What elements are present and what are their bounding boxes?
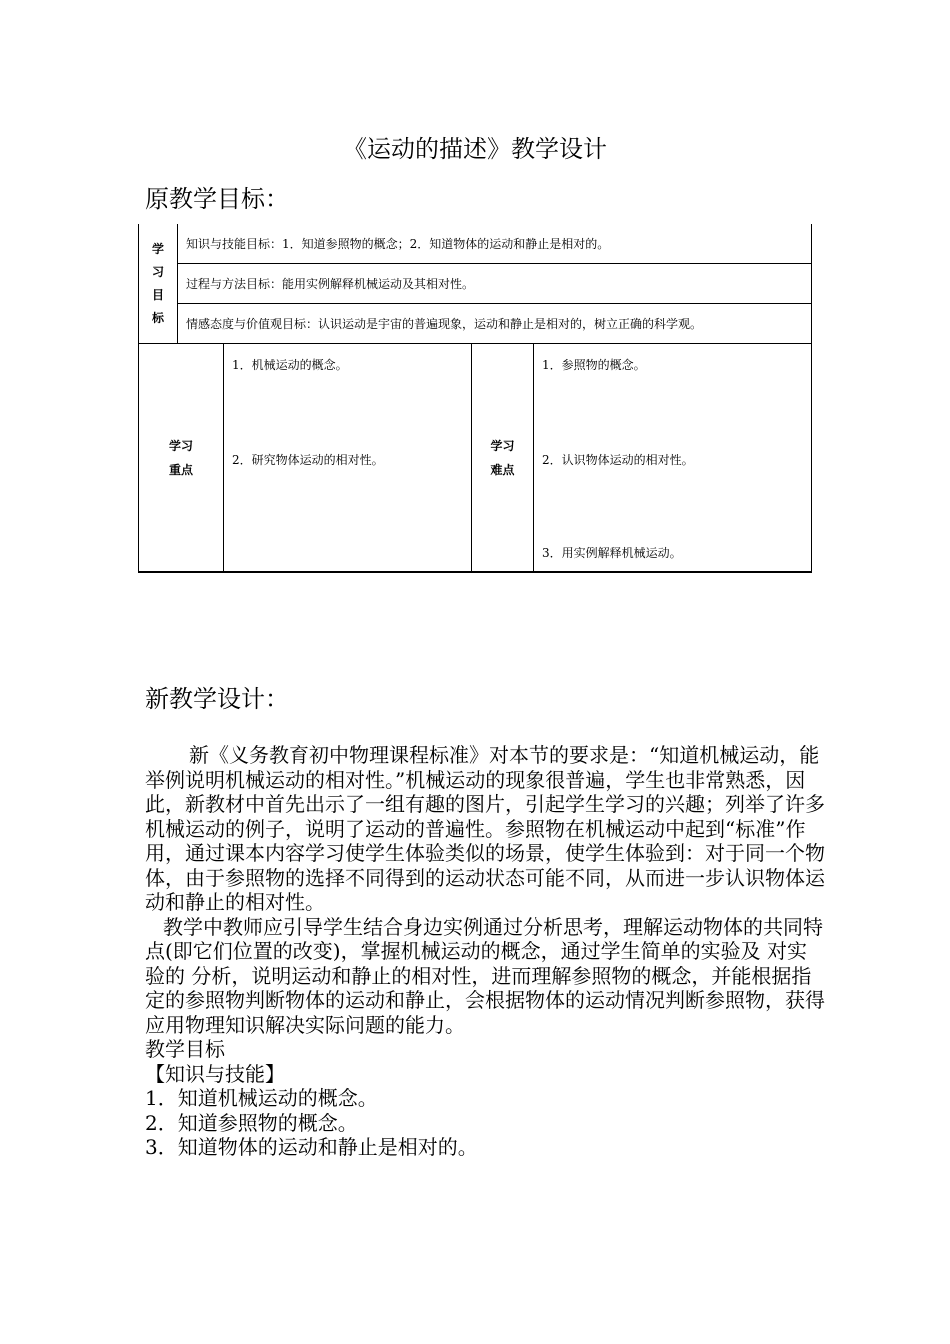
key-points-cell bbox=[224, 344, 472, 573]
label-char: 习 bbox=[151, 264, 164, 279]
new-design-heading: 新教学设计： bbox=[145, 685, 289, 713]
label-char: 目 bbox=[151, 287, 164, 302]
list-item: 3．知道物体的运动和静止是相对的。 bbox=[145, 1135, 478, 1159]
attitude-goal-text: 情感态度与价值观目标：认识运动是宇宙的普遍现象，运动和静止是相对的，树立正确的科学观。 bbox=[186, 316, 703, 331]
process-goal-cell bbox=[178, 264, 812, 304]
difficulty-points-cell bbox=[534, 344, 812, 573]
paragraph-teaching: 教学中教师应引导学生结合身边实例通过分析思考，理解运动物体的共同特点(即它们位置的改变)，掌握机械运动的概念，通过学生简单的实验及 对实验的 分析，说明运动和静止的相对性，进而理解参照物的概念，并能根据指定的参照物判断物体的运动和静止，会根据物体的运动情况判断参照物，获得应用物理知识解决实际问题的能力。 bbox=[145, 914, 825, 1037]
label-char: 学 bbox=[151, 241, 164, 256]
design-body bbox=[145, 743, 825, 1160]
difficulty-label-line: 难点 bbox=[490, 462, 515, 477]
study-goals-label bbox=[139, 224, 178, 344]
key-points-label bbox=[139, 344, 224, 573]
key-label-line: 学习 bbox=[168, 438, 193, 453]
difficulty-point-item: 2．认识物体运动的相对性。 bbox=[542, 453, 694, 467]
subsection-heading: 【知识与技能】 bbox=[145, 1061, 285, 1086]
original-objectives-heading: 原教学目标： bbox=[145, 185, 289, 213]
label-char: 标 bbox=[151, 310, 164, 325]
difficulty-point-item: 3．用实例解释机械运动。 bbox=[542, 546, 682, 560]
objectives-table bbox=[138, 224, 812, 573]
difficulty-label bbox=[472, 344, 534, 573]
process-goal-text: 过程与方法目标：能用实例解释机械运动及其相对性。 bbox=[186, 276, 475, 291]
difficulty-point-item: 1．参照物的概念。 bbox=[542, 358, 646, 372]
attitude-goal-cell bbox=[178, 304, 812, 344]
list-item: 1．知道机械运动的概念。 bbox=[145, 1086, 378, 1110]
knowledge-goal-text: 知识与技能目标：1．知道参照物的概念；2．知道物体的运动和静止是相对的。 bbox=[186, 236, 610, 251]
document-title: 《运动的描述》教学设计 bbox=[343, 135, 607, 163]
key-point-item: 2．研究物体运动的相对性。 bbox=[232, 453, 384, 467]
paragraph-requirements: 新《义务教育初中物理课程标准》对本节的要求是：“知道机械运动，能举例说明机械运动的相对性。”机械运动的现象很普遍，学生也非常熟悉，因此，新教材中首先出示了一组有趣的图片，引起学生学习的兴趣；列举了许多机械运动的例子，说明了运动的普遍性。参照物在机械运动中起到“标准”作用，通过课本内容学习使学生体验类似的场景，使学生体验到：对于同一个物体，由于参照物的选择不同得到的运动状态可能不同，从而进一步认识物体运动和静止的相对性。 bbox=[145, 743, 825, 914]
key-label-line: 重点 bbox=[168, 462, 193, 477]
difficulty-label-line: 学习 bbox=[490, 438, 515, 453]
knowledge-goal-cell bbox=[178, 224, 812, 264]
section-heading: 教学目标 bbox=[145, 1037, 225, 1061]
key-point-item: 1．机械运动的概念。 bbox=[232, 358, 348, 372]
list-item: 2．知道参照物的概念。 bbox=[145, 1110, 358, 1135]
